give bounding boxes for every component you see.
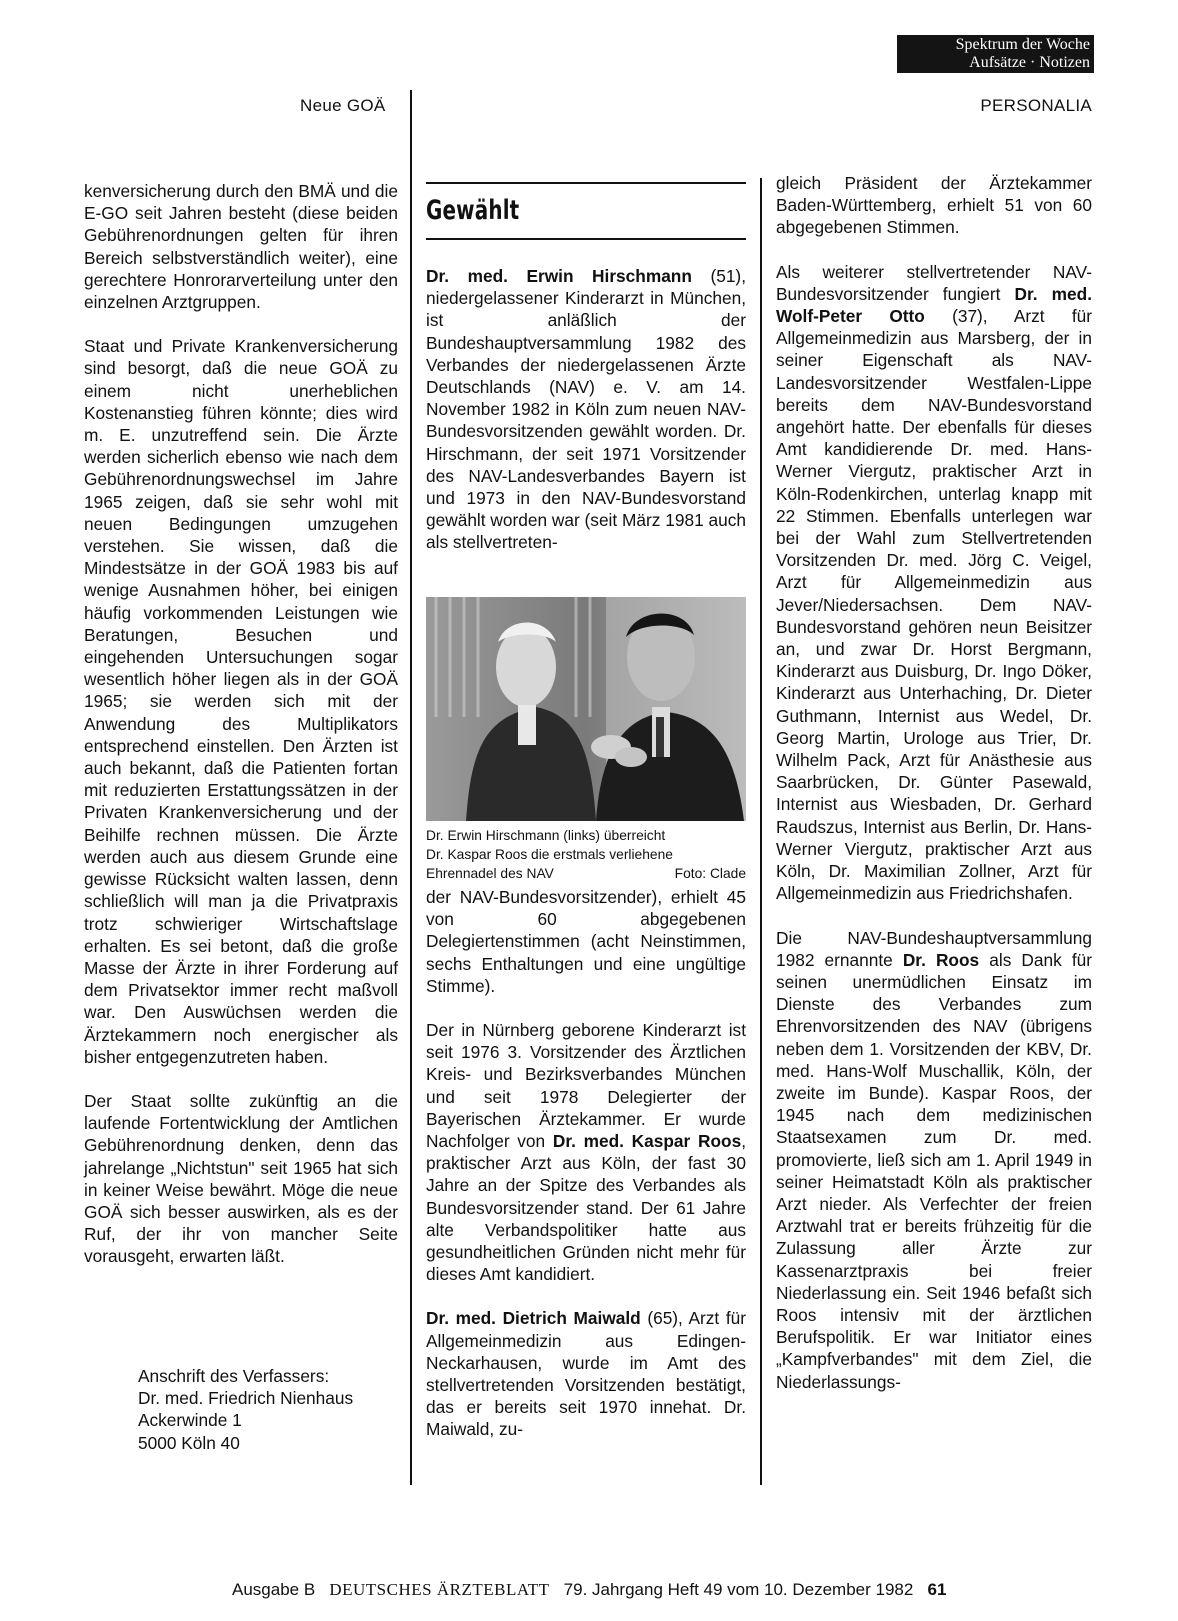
address-name: Dr. med. Friedrich Nienhaus: [138, 1388, 354, 1409]
left-paragraph-3: Der Staat sollte zukünftig an die laufende Fortentwicklung der Amtlichen Gebührenordnung denken, denn das jahrelange „Nichtstun" seit 1965 hat sich in keiner Weise bewährt. Möge die neue GOÄ sich besser auswirken, als es der Ruf, der ihr von mancher Seite vorausgeht, erwarten läßt.: [84, 1090, 398, 1267]
middle-paragraph-3-text: (65), Arzt für Allgemeinmedizin aus Edingen-Neckarhausen, wurde im Amt des stellvertretenden Vorsitzenden bestätigt, das er bereits seit 1970 innehat. Dr. Maiwald, zu-: [426, 1308, 746, 1440]
right-paragraph-2-text-a: Als weiterer stellvertretender NAV-Bundesvorsitzender fungiert: [776, 261, 1092, 304]
footer-journal: DEUTSCHES ÄRZTEBLATT: [329, 1580, 550, 1599]
photo-caption: [426, 826, 746, 883]
section-heading: Gewählt: [426, 195, 520, 226]
running-head-left: Neue GOÄ: [300, 96, 386, 115]
middle-paragraph-3: [426, 1307, 746, 1440]
right-paragraph-3-text-b: als Dank für seinen unermüdlichen Einsatz im Dienste des Verbandes zum Ehrenvorsitzenden des NAV (übrigens neben dem 1. Vorsitzenden der KBV, Dr. med. Hans-Wolf Muschallik, Köln, der zweite im Bunde). Kaspar Roos, der 1945 nach dem medizinischen Staatsexamen zum Dr. med. promovierte, ließ sich am 1. April 1949 in seiner Heimatstadt Köln als praktischer Arzt nieder. Als Verfechter der freien Arztwahl trat er bereits frühzeitig für die Zulassung aller Ärzte zur Kassenarztpraxis bei freier Niederlassung ein. Seit 1946 befaßt sich Roos intensiv mit der ärztlichen Berufspolitik. Er war Initiator eines „Kampfverbandes" mit dem Ziel, die Niederlassungs-: [776, 949, 1092, 1392]
address-city: 5000 Köln 40: [138, 1432, 240, 1453]
left-column: [84, 180, 398, 1268]
address-street: Ackerwinde 1: [138, 1410, 242, 1431]
middle-paragraph-2: [426, 1019, 746, 1285]
right-paragraph-3-text-a: Die NAV-Bundeshauptversammlung 1982 ernannte: [776, 927, 1092, 970]
badge-line-2: Aufsätze · Notizen: [969, 54, 1090, 71]
photo-credit: Foto: Clade: [674, 866, 746, 881]
middle-paragraph-1: [426, 265, 746, 554]
running-head-right: PERSONALIA: [980, 96, 1092, 115]
section-badge: [897, 35, 1094, 73]
middle-paragraph-1-text: (51), niedergelassener Kinderarzt in München, ist anläßlich der Bundeshauptversammlung 1982 des Verbandes der niedergelassenen Ärzte Deutschlands (NAV) e. V. am 14. November 1982 in Köln zum neuen NAV-Bundesvorsitzenden gewählt worden. Dr. Hirschmann, der seit 1971 Vorsitzender des NAV-Landesverbandes Bayern ist und 1973 in den NAV-Bundesvorstand gewählt worden war (seit März 1981 auch als stellvertreten-: [426, 266, 746, 553]
column-rule-right: [760, 178, 762, 1485]
footer-issue: 79. Jahrgang Heft 49 vom 10. Dezember 1982: [563, 1580, 914, 1599]
photo-hirschmann-roos: [426, 597, 746, 821]
footer-edition: Ausgabe B: [232, 1580, 316, 1599]
caption-line-3-row: [426, 864, 746, 883]
name-maiwald: Dr. med. Dietrich Maiwald: [426, 1308, 641, 1329]
caption-line-1: Dr. Erwin Hirschmann (links) überreicht: [426, 828, 666, 843]
heading-rule-bottom: [426, 238, 746, 240]
photo-image: [426, 597, 746, 821]
name-roos: Dr. med. Kaspar Roos: [552, 1131, 742, 1152]
heading-rule-top: [426, 182, 746, 184]
address-label: Anschrift des Verfassers:: [138, 1366, 330, 1386]
left-paragraph-2: Staat und Private Krankenversicherung sind besorgt, daß die neue GOÄ zu einem nicht unerheblichen Kostenanstieg führen könnte; dies wird m. E. unzutreffend sein. Die Ärzte werden sicherlich ebenso wie nach dem Gebührenordnungswechsel im Jahre 1965 zeigen, daß sie sehr wohl mit neuen Bedingungen umzugehen verstehen. Sie wissen, daß die Mindestsätze in der GOÄ 1983 bis auf wenige Ausnahmen höher, bei einigen häufig vorkommenden Leistungen wie Beratungen, Besuchen und eingehenden Untersuchungen sogar wesentlich höher liegen als in der GOÄ 1965; sie werden sich mit der Anwendung des Multiplikators entsprechend einstellen. Den Ärzten ist auch bekannt, daß die Patienten fortan mit reduzierten Erstattungssätzen in der Privaten Krankenversicherung und der Beihilfe rechnen müssen. Die Ärzte werden auch aus diesem Grunde eine gewisse Rücksicht walten lassen, denn schließlich will man ja die Privatpraxis trotz schwieriger Wirtschaftslage erhalten. Es sei betont, daß die große Masse der Ärzte in ihrer Forderung auf dem Privatsektor immer recht maßvoll war. Den Auswüchsen werden die Ärztekammern noch energischer als bisher entgegenzutreten haben.: [84, 336, 398, 1067]
middle-column-bottom: [426, 886, 746, 1441]
middle-column-top: [426, 265, 746, 554]
middle-paragraph-1-continued: der NAV-Bundesvorsitzender), erhielt 45 von 60 abgegebenen Delegiertenstimmen (acht Neinstimmen, sechs Enthaltungen und eine ungültige Stimme).: [426, 887, 746, 996]
left-paragraph-1: kenversicherung durch den BMÄ und die E-GO seit Jahren besteht (diese beiden Gebührenordnungen gelten für ihren Bereich selbstverständlich weiter), eine gerechtere Honrorarverteilung unter den einzelnen Arztgruppen.: [84, 181, 398, 313]
name-dr-roos: Dr. Roos: [902, 949, 980, 970]
caption-line-3: Ehrennadel des NAV: [426, 866, 554, 881]
author-address: [138, 1365, 408, 1454]
right-paragraph-2: [776, 261, 1092, 905]
middle-paragraph-2-text-b: , praktischer Arzt aus Köln, der fast 30 Jahre an der Spitze des Verbandes als Bundesvorsitzender stand. Der 61 Jahre alte Verbandspolitiker hatte aus gesundheitlichen Gründen nicht mehr für dieses Amt kandidiert.: [426, 1131, 746, 1285]
page-number: 61: [927, 1580, 947, 1599]
right-column: [776, 172, 1092, 1393]
right-paragraph-1: gleich Präsident der Ärztekammer Baden-Württemberg, erhielt 51 von 60 abgegebenen Stimmen.: [776, 173, 1092, 238]
middle-paragraph-2-text-a: Der in Nürnberg geborene Kinderarzt ist seit 1976 3. Vorsitzender des Ärztlichen Kreis- und Bezirksverbandes München und seit 1978 Delegierter der Bayerischen Ärztekammer. Er wurde Nachfolger von: [426, 1020, 746, 1152]
column-rule-left: [410, 90, 412, 1485]
name-hirschmann: Dr. med. Erwin Hirschmann: [426, 266, 692, 286]
name-otto: Dr. med. Wolf-Peter Otto: [776, 283, 1092, 327]
page-footer: [232, 1580, 946, 1600]
right-paragraph-2-text-b: (37), Arzt für Allgemeinmedizin aus Marsberg, der in seiner Eigenschaft als NAV-Landesvorsitzender Westfalen-Lippe bereits dem NAV-Bundesvorstand angehört hatte. Der ebenfalls für dieses Amt kandidierende Dr. med. Hans-Werner Viergutz, praktischer Arzt in Köln-Rodenkirchen, unterlag knapp mit 22 Stimmen. Ebenfalls unterlegen war bei der Wahl zum Stellvertretenden Vorsitzenden Dr. med. Jörg C. Veigel, Arzt für Allgemeinmedizin aus Jever/Niedersachsen. Dem NAV-Bundesvorstand gehören neun Beisitzer an, und zwar Dr. Horst Bergmann, Kinderarzt aus Duisburg, Dr. Ingo Döker, Kinderarzt aus Unterhaching, Dr. Dieter Guthmann, Internist aus Wedel, Dr. Georg Martin, Urologe aus Trier, Dr. Wilhelm Pack, Arzt für Anästhesie aus Saarbrücken, Dr. Günter Pasewald, Internist aus Wiesbaden, Dr. Gerhard Raudszus, Internist aus Berlin, Dr. Hans-Werner Viergutz, praktischer Arzt aus Köln, Dr. Maximilian Zollner, Arzt für Allgemeinmedizin aus Friedrichshafen.: [776, 306, 1093, 904]
badge-line-1: Spektrum der Woche: [955, 36, 1090, 53]
right-paragraph-3: [776, 927, 1092, 1393]
caption-line-2: Dr. Kaspar Roos die erstmals verliehene: [426, 847, 673, 862]
